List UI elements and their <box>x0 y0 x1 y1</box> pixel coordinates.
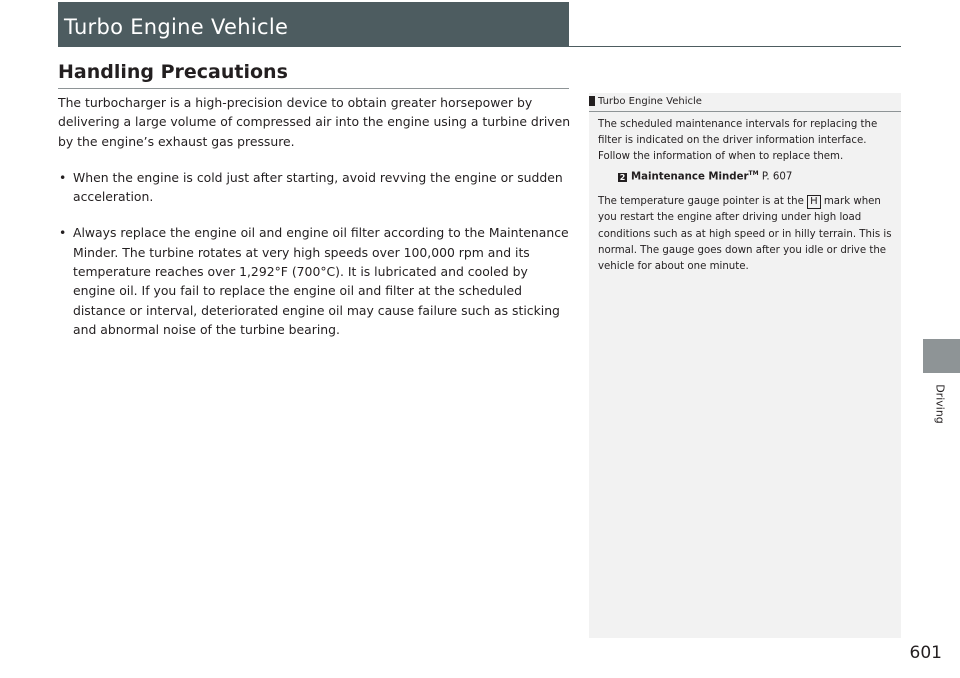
sidebar-paragraph-1: The scheduled maintenance intervals for replacing the filter is indicated on the driver information interface. Follow the information of when to replace them. <box>598 119 878 163</box>
title-divider <box>58 46 901 47</box>
chapter-tab-text: Driving <box>933 384 947 424</box>
sidebar-note <box>589 93 901 638</box>
intro-paragraph: The turbocharger is a high-precision device to obtain greater horsepower by delivering a large volume of compressed air into the engine using a turbine driven by the engine’s exhaust gas pressure. <box>58 95 571 149</box>
list-item <box>58 168 572 207</box>
paragraph-2-lead: The temperature gauge pointer is at the <box>598 196 808 208</box>
cross-reference-link[interactable] <box>598 166 896 186</box>
reference-page: P. 607 <box>758 171 793 182</box>
main-body <box>58 93 572 339</box>
chapter-tab[interactable] <box>923 339 960 373</box>
list-item-text: When the engine is cold just after starting, avoid revving the engine or sudden acceleration. <box>73 169 563 205</box>
note-marker-icon <box>589 96 595 106</box>
page-number: 601 <box>909 643 942 663</box>
chapter-tab-label <box>925 379 955 429</box>
list-item-text: Always replace the engine oil and engine oil filter according to the Maintenance Minder. The turbine rotates at very high speeds over 100,000 rpm and its temperature reaches over 1,292°F (700°C). It is lubricated and cooled by engine oil. If you fail to replace the engine oil and filter at the scheduled distance or interval, deteriorated engine oil may cause failure such as sticking and abnormal noise of the turbine bearing. <box>73 225 569 337</box>
sidebar-paragraph-2 <box>598 194 896 275</box>
gauge-h-mark-icon: H <box>807 195 821 209</box>
section-divider <box>58 88 569 89</box>
reference-title: Maintenance Minder <box>631 171 749 182</box>
section-title: Handling Precautions <box>58 61 288 83</box>
trademark-mark: TM <box>748 169 759 177</box>
bullet-icon: • <box>59 225 67 241</box>
sidebar-header <box>589 93 901 112</box>
cross-reference-arrow-icon: 2 <box>619 173 626 182</box>
list-item <box>58 223 572 339</box>
bullet-icon: • <box>59 169 67 185</box>
chapter-title: Turbo Engine Vehicle <box>64 15 289 39</box>
sidebar-body <box>598 117 896 275</box>
paragraph-2-rest: mark when you restart the engine after driving under high load conditions such as at high speed or in hilly terrain. This is normal. The gauge goes down after you idle or drive the vehicle for about one minute. <box>598 196 892 273</box>
precaution-list <box>58 168 572 339</box>
sidebar-header-text: Turbo Engine Vehicle <box>598 96 702 107</box>
